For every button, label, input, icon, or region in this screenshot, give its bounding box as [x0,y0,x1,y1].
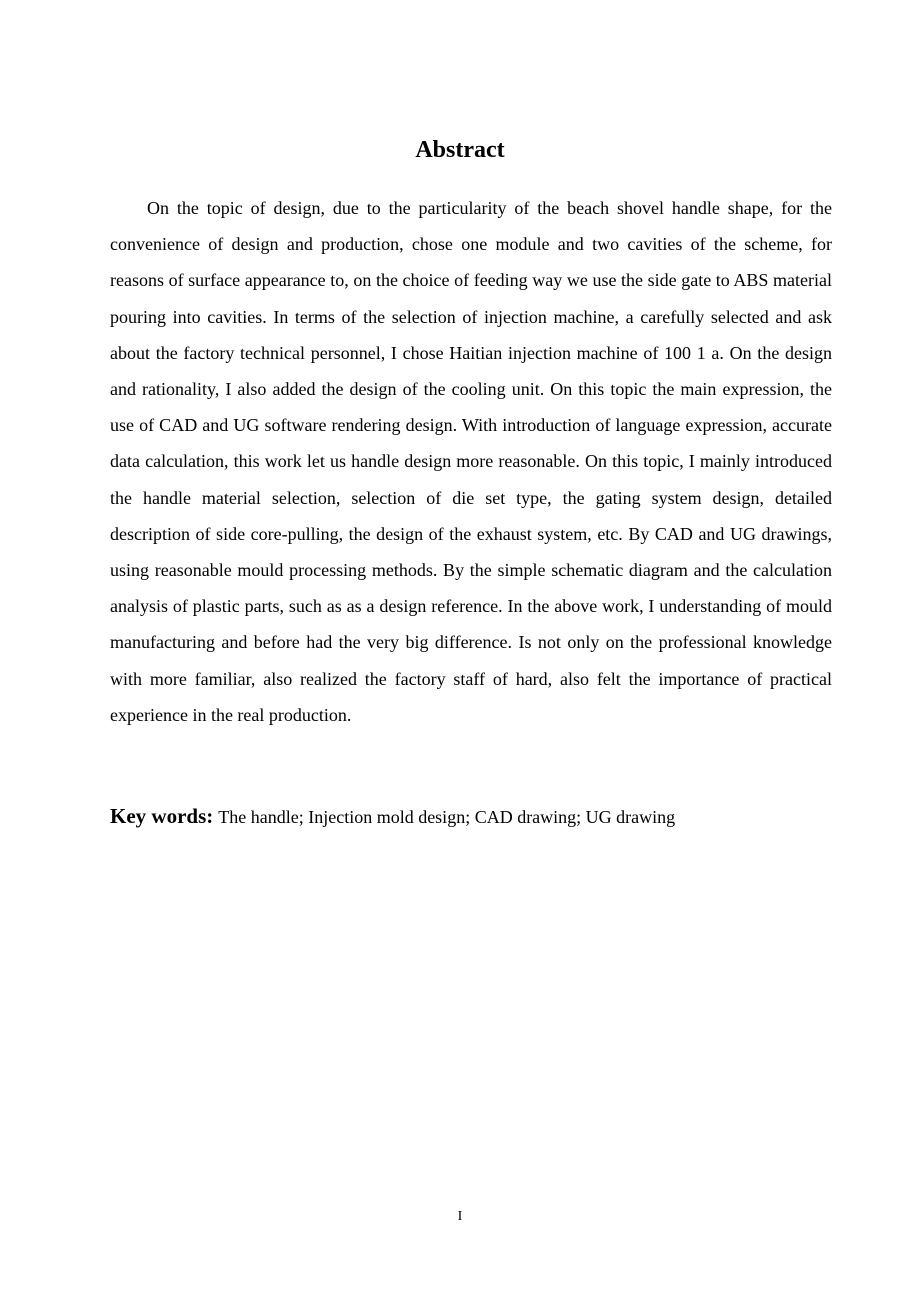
keywords-label: Key words: [110,804,214,828]
page-number: I [457,1209,463,1224]
abstract-title: Abstract [415,137,505,163]
keywords-line [110,798,832,835]
abstract-paragraph: On the topic of design, due to the particularity of the beach shovel handle shape, for the convenience of design and production, chose one module and two cavities of the scheme, for reasons of surface appearance to, on the choice of feeding way we use the side gate to ABS material pouring into cavities. In terms of the selection of injection machine, a carefully selected and ask about the factory technical personnel, I chose Haitian injection machine of 100 1 a. On the design and rationality, I also added the design of the cooling unit. On this topic the main expression, the use of CAD and UG software rendering design. With introduction of language expression, accurate data calculation, this work let us handle design more reasonable. On this topic, I mainly introduced the handle material selection, selection of die set type, the gating system design, detailed description of side core-pulling, the design of the exhaust system, etc. By CAD and UG drawings, using reasonable mould processing methods. By the simple schematic diagram and the calculation analysis of plastic parts, such as as a design reference. In the above work, I understanding of mould manufacturing and before had the very big difference. Is not only on the professional knowledge with more familiar, also realized the factory staff of hard, also felt the importance of practical experience in the real production. [110,198,832,725]
keywords-text: The handle; Injection mold design; CAD drawing; UG drawing [218,807,676,827]
